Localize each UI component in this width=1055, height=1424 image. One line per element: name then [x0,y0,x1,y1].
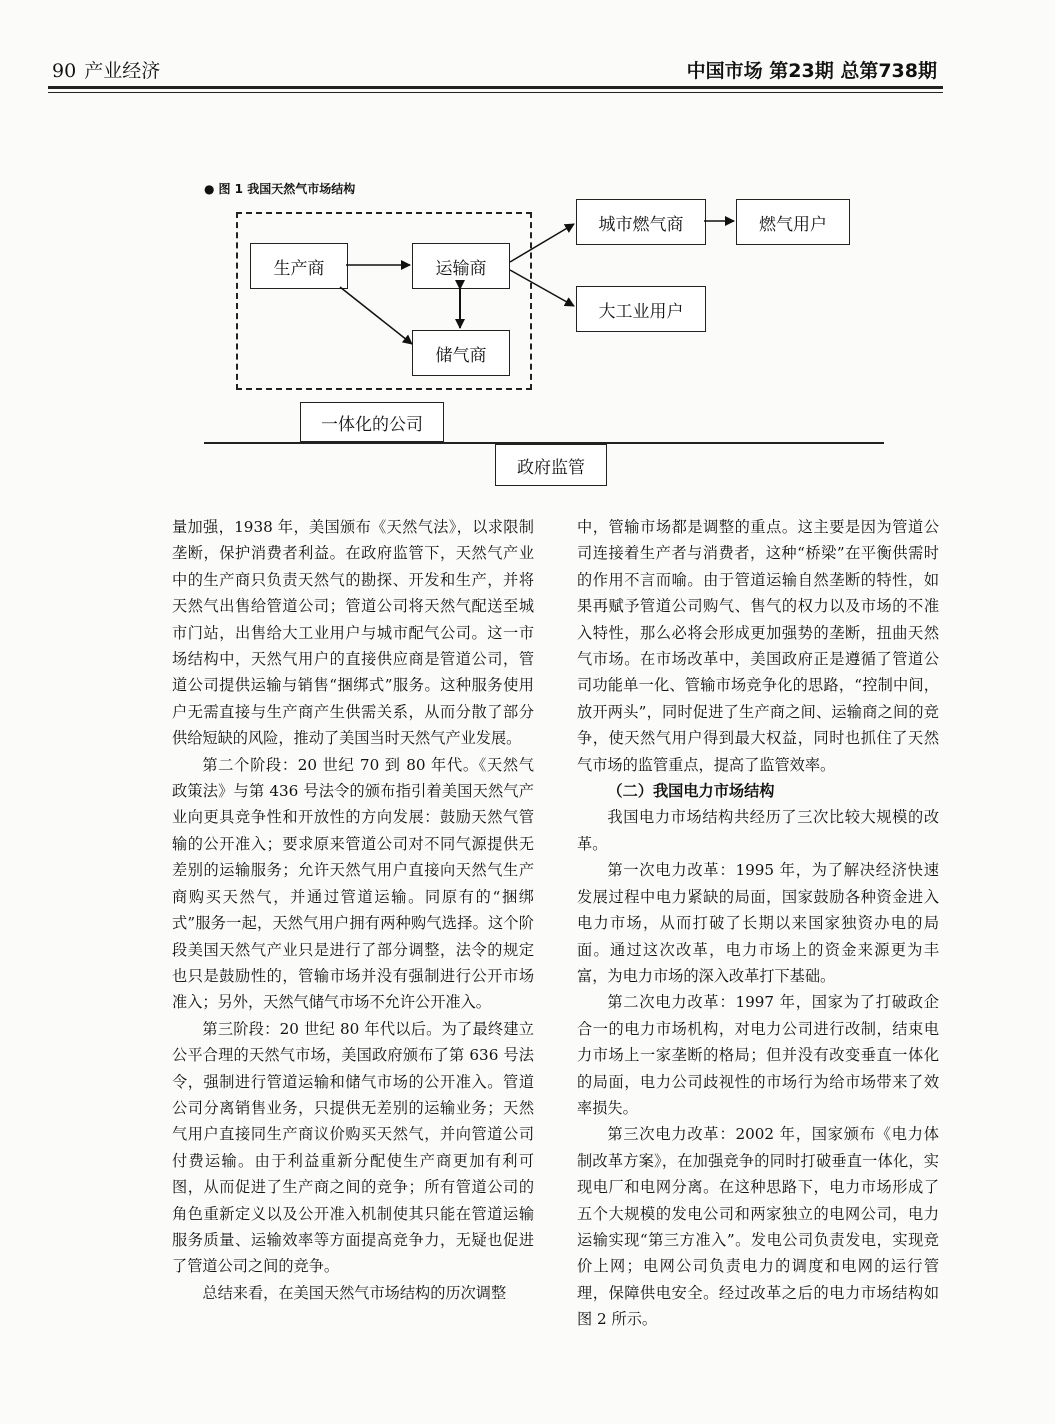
paragraph-stage3: 第三阶段：20 世纪 80 年代以后。为了最终建立公平合理的天然气市场，美国政府颁布了第 636 号法令，强制进行管道运输和储气市场的公开准入。管道公司分离销售业务，只提供无差别的运输业务；天然气用户直接同生产商议价购买天然气，并向管道公司付费运输。由于利益重新分配使生产商更加有利可图，从而促进了生产商之间的竞争；所有管道公司的角色重新定义以及公开准入机制使其只能在管道运输服务质量、运输效率等方面提高竞争力，无疑也促进了管道公司之间的竞争。 [172,1019,534,1276]
section-name: 产业经济 [84,60,161,82]
journal-issue: 中国市场 第23期 总第738期 [686,60,937,82]
node-gas-user: 燃气用户 [736,199,850,245]
left-column [172,514,534,1306]
paragraph-stage1: 量加强，1938 年，美国颁布《天然气法》，以求限制垄断，保护消费者利益。在政府监管下，天然气产业中的生产商只负责天然气的勘探、开发和生产，并将天然气出售给管道公司；管道公司将天然气配送至城市门站，出售给大工业用户与城市配气公司。这一市场结构中，天然气用户的直接供应商是管道公司，管道公司提供运输与销售“捆绑式”服务。这种服务使用户无需直接与生产商产生供需关系，从而分散了部分供给短缺的风险，推动了美国当时天然气产业发展。 [172,518,534,748]
figure-arrows [0,0,1055,520]
figure-caption: ● 图 1 我国天然气市场结构 [204,182,356,196]
node-government-regulation: 政府监管 [495,444,607,486]
node-integrated-company: 一体化的公司 [300,402,444,442]
node-storage: 储气商 [412,330,510,376]
paragraph-stage2: 第二个阶段：20 世纪 70 到 80 年代。《天然气政策法》与第 436 号法令的颁布指引着美国天然气产业向更具竞争性和开放性的方向发展：鼓励天然气管输的公开准入；要求原来管道公司对不同气源提供无差别的运输服务；允许天然气用户直接向天然气生产商购买天然气，并通过管道运输。同原有的“捆绑式”服务一起，天然气用户拥有两种购气选择。这个阶段美国天然气产业只是进行了部分调整，法令的规定也只是鼓励性的，管输市场并没有强制进行公开市场准入；另外，天然气储气市场不允许公开准入。 [172,755,534,1012]
arrow-transporter-industrial [510,270,574,306]
paragraph-reform-1: 第一次电力改革：1995 年，为了解决经济快速发展过程中电力紧缺的局面，国家鼓励各种资金进入电力市场，从而打破了长期以来国家独资办电的局面。通过这次改革，电力市场上的资金来源更为丰富，为电力市场的深入改革打下基础。 [577,861,939,985]
node-city-gas: 城市燃气商 [576,199,706,245]
paragraph-summary: 总结来看，在美国天然气市场结构的历次调整 [202,1283,507,1302]
paragraph-reform-3: 第三次电力改革：2002 年，国家颁布《电力体制改革方案》，在加强竞争的同时打破垂直一体化，实现电厂和电网分离。在这种思路下，电力市场形成了五个大规模的发电公司和两家独立的电网公司，电力运输实现“第三方准入”。发电公司负责发电，实现竞价上网；电网公司负责电力的调度和电网的运行管理，保障供电安全。经过改革之后的电力市场结构如图 2 所示。 [577,1125,939,1329]
arrow-transporter-citygas [510,224,574,262]
right-column [577,514,939,1333]
page-number: 90 [52,60,77,82]
arrow-producer-storage [340,287,412,344]
paragraph-reform-2: 第二次电力改革：1997 年，国家为了打破政企合一的电力市场机构，对电力公司进行改制，结束电力市场上一家垄断的格局；但并没有改变垂直一体化的局面，电力公司歧视性的市场行为给市场带来了效率损失。 [577,993,939,1117]
node-industrial-user: 大工业用户 [576,286,706,332]
paragraph-summary-cont: 中，管输市场都是调整的重点。这主要是因为管道公司连接着生产者与消费者，这种“桥梁”在平衡供需时的作用不言而喻。由于管道运输自然垄断的特性，如果再赋予管道公司购气、售气的权力以及市场的不准入特性，那么必将会形成更加强势的垄断，扭曲天然气市场。在市场改革中，美国政府正是遵循了管道公司功能单一化、管输市场竞争化的思路，“控制中间，放开两头”，同时促进了生产商之间、运输商之间的竞争，使天然气用户得到最大权益，同时也抓住了天然气市场的监管重点，提高了监管效率。 [577,518,939,774]
paragraph-electricity-intro: 我国电力市场结构共经历了三次比较大规模的改革。 [577,808,939,853]
node-producer: 生产商 [250,243,348,289]
node-transporter: 运输商 [412,243,510,289]
section-heading: （二）我国电力市场结构 [607,782,775,801]
bullet-icon: ● [204,182,215,196]
